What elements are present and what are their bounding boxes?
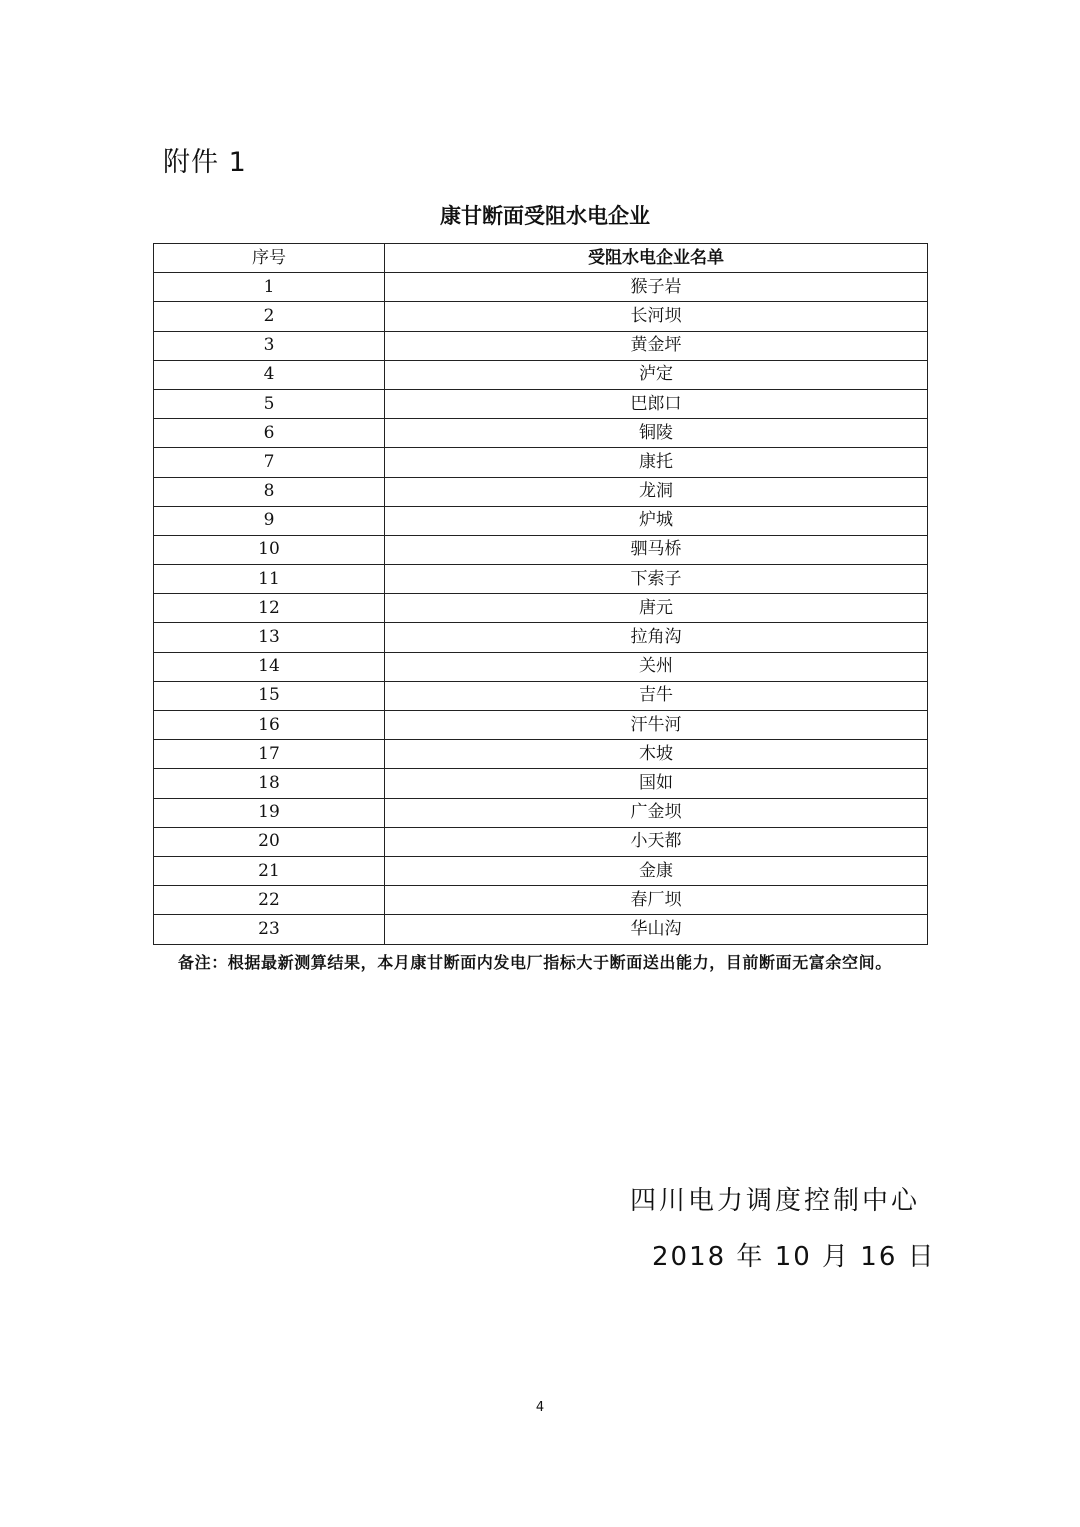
row-number-cell: 9 (154, 506, 385, 535)
table-row (154, 389, 928, 418)
table-row (154, 302, 928, 331)
table-row (154, 360, 928, 389)
page-number: 4 (535, 1400, 545, 1415)
enterprise-name-cell: 金康 (385, 856, 928, 885)
table-row (154, 419, 928, 448)
row-number-cell: 22 (154, 886, 385, 915)
enterprise-name-cell: 关州 (385, 652, 928, 681)
attachment-label: 附件 1 (163, 147, 247, 178)
enterprise-name-cell: 巴郎口 (385, 389, 928, 418)
remark-note: 备注：根据最新测算结果，本月康甘断面内发电厂指标大于断面送出能力，目前断面无富余空间。 (178, 953, 892, 972)
table-row (154, 477, 928, 506)
table-row (154, 769, 928, 798)
table-row (154, 827, 928, 856)
table-row (154, 740, 928, 769)
row-number-cell: 11 (154, 565, 385, 594)
enterprise-name-cell: 广金坝 (385, 798, 928, 827)
row-number-cell: 10 (154, 535, 385, 564)
enterprise-name-cell: 康托 (385, 448, 928, 477)
column-header-number: 序号 (154, 244, 385, 273)
enterprise-name-cell: 泸定 (385, 360, 928, 389)
enterprise-name-cell: 吉牛 (385, 681, 928, 710)
issue-date: 2018 年 10 月 16 日 (652, 1242, 936, 1272)
row-number-cell: 3 (154, 331, 385, 360)
table-row (154, 273, 928, 302)
enterprise-name-cell: 猴子岩 (385, 273, 928, 302)
enterprise-name-cell: 春厂坝 (385, 886, 928, 915)
table-row (154, 711, 928, 740)
table-row (154, 448, 928, 477)
hydropower-enterprise-table (153, 243, 928, 945)
column-header-enterprise-name: 受阻水电企业名单 (385, 244, 928, 273)
row-number-cell: 5 (154, 389, 385, 418)
row-number-cell: 2 (154, 302, 385, 331)
enterprise-name-cell: 龙洞 (385, 477, 928, 506)
table-row (154, 652, 928, 681)
row-number-cell: 23 (154, 915, 385, 944)
row-number-cell: 4 (154, 360, 385, 389)
row-number-cell: 17 (154, 740, 385, 769)
table-row (154, 506, 928, 535)
table-row (154, 681, 928, 710)
enterprise-name-cell: 铜陵 (385, 419, 928, 448)
row-number-cell: 13 (154, 623, 385, 652)
document-title: 康甘断面受阻水电企业 (440, 204, 650, 228)
enterprise-name-cell: 木坡 (385, 740, 928, 769)
table-row (154, 798, 928, 827)
row-number-cell: 21 (154, 856, 385, 885)
row-number-cell: 16 (154, 711, 385, 740)
table-row (154, 856, 928, 885)
row-number-cell: 18 (154, 769, 385, 798)
enterprise-name-cell: 唐元 (385, 594, 928, 623)
row-number-cell: 8 (154, 477, 385, 506)
row-number-cell: 14 (154, 652, 385, 681)
enterprise-name-cell: 长河坝 (385, 302, 928, 331)
issuing-organization: 四川电力调度控制中心 (630, 1186, 921, 1216)
enterprise-name-cell: 炉城 (385, 506, 928, 535)
table-row (154, 594, 928, 623)
table-row (154, 331, 928, 360)
row-number-cell: 7 (154, 448, 385, 477)
enterprise-name-cell: 华山沟 (385, 915, 928, 944)
row-number-cell: 15 (154, 681, 385, 710)
enterprise-name-cell: 驷马桥 (385, 535, 928, 564)
enterprise-name-cell: 拉角沟 (385, 623, 928, 652)
row-number-cell: 12 (154, 594, 385, 623)
enterprise-name-cell: 国如 (385, 769, 928, 798)
enterprise-name-cell: 下索子 (385, 565, 928, 594)
row-number-cell: 19 (154, 798, 385, 827)
enterprise-name-cell: 汗牛河 (385, 711, 928, 740)
row-number-cell: 1 (154, 273, 385, 302)
row-number-cell: 6 (154, 419, 385, 448)
table-header-row (154, 244, 928, 273)
table-row (154, 915, 928, 944)
table-body (154, 273, 928, 944)
table-row (154, 565, 928, 594)
enterprise-name-cell: 小天都 (385, 827, 928, 856)
table-row (154, 886, 928, 915)
enterprise-name-cell: 黄金坪 (385, 331, 928, 360)
row-number-cell: 20 (154, 827, 385, 856)
table-row (154, 535, 928, 564)
table-row (154, 623, 928, 652)
